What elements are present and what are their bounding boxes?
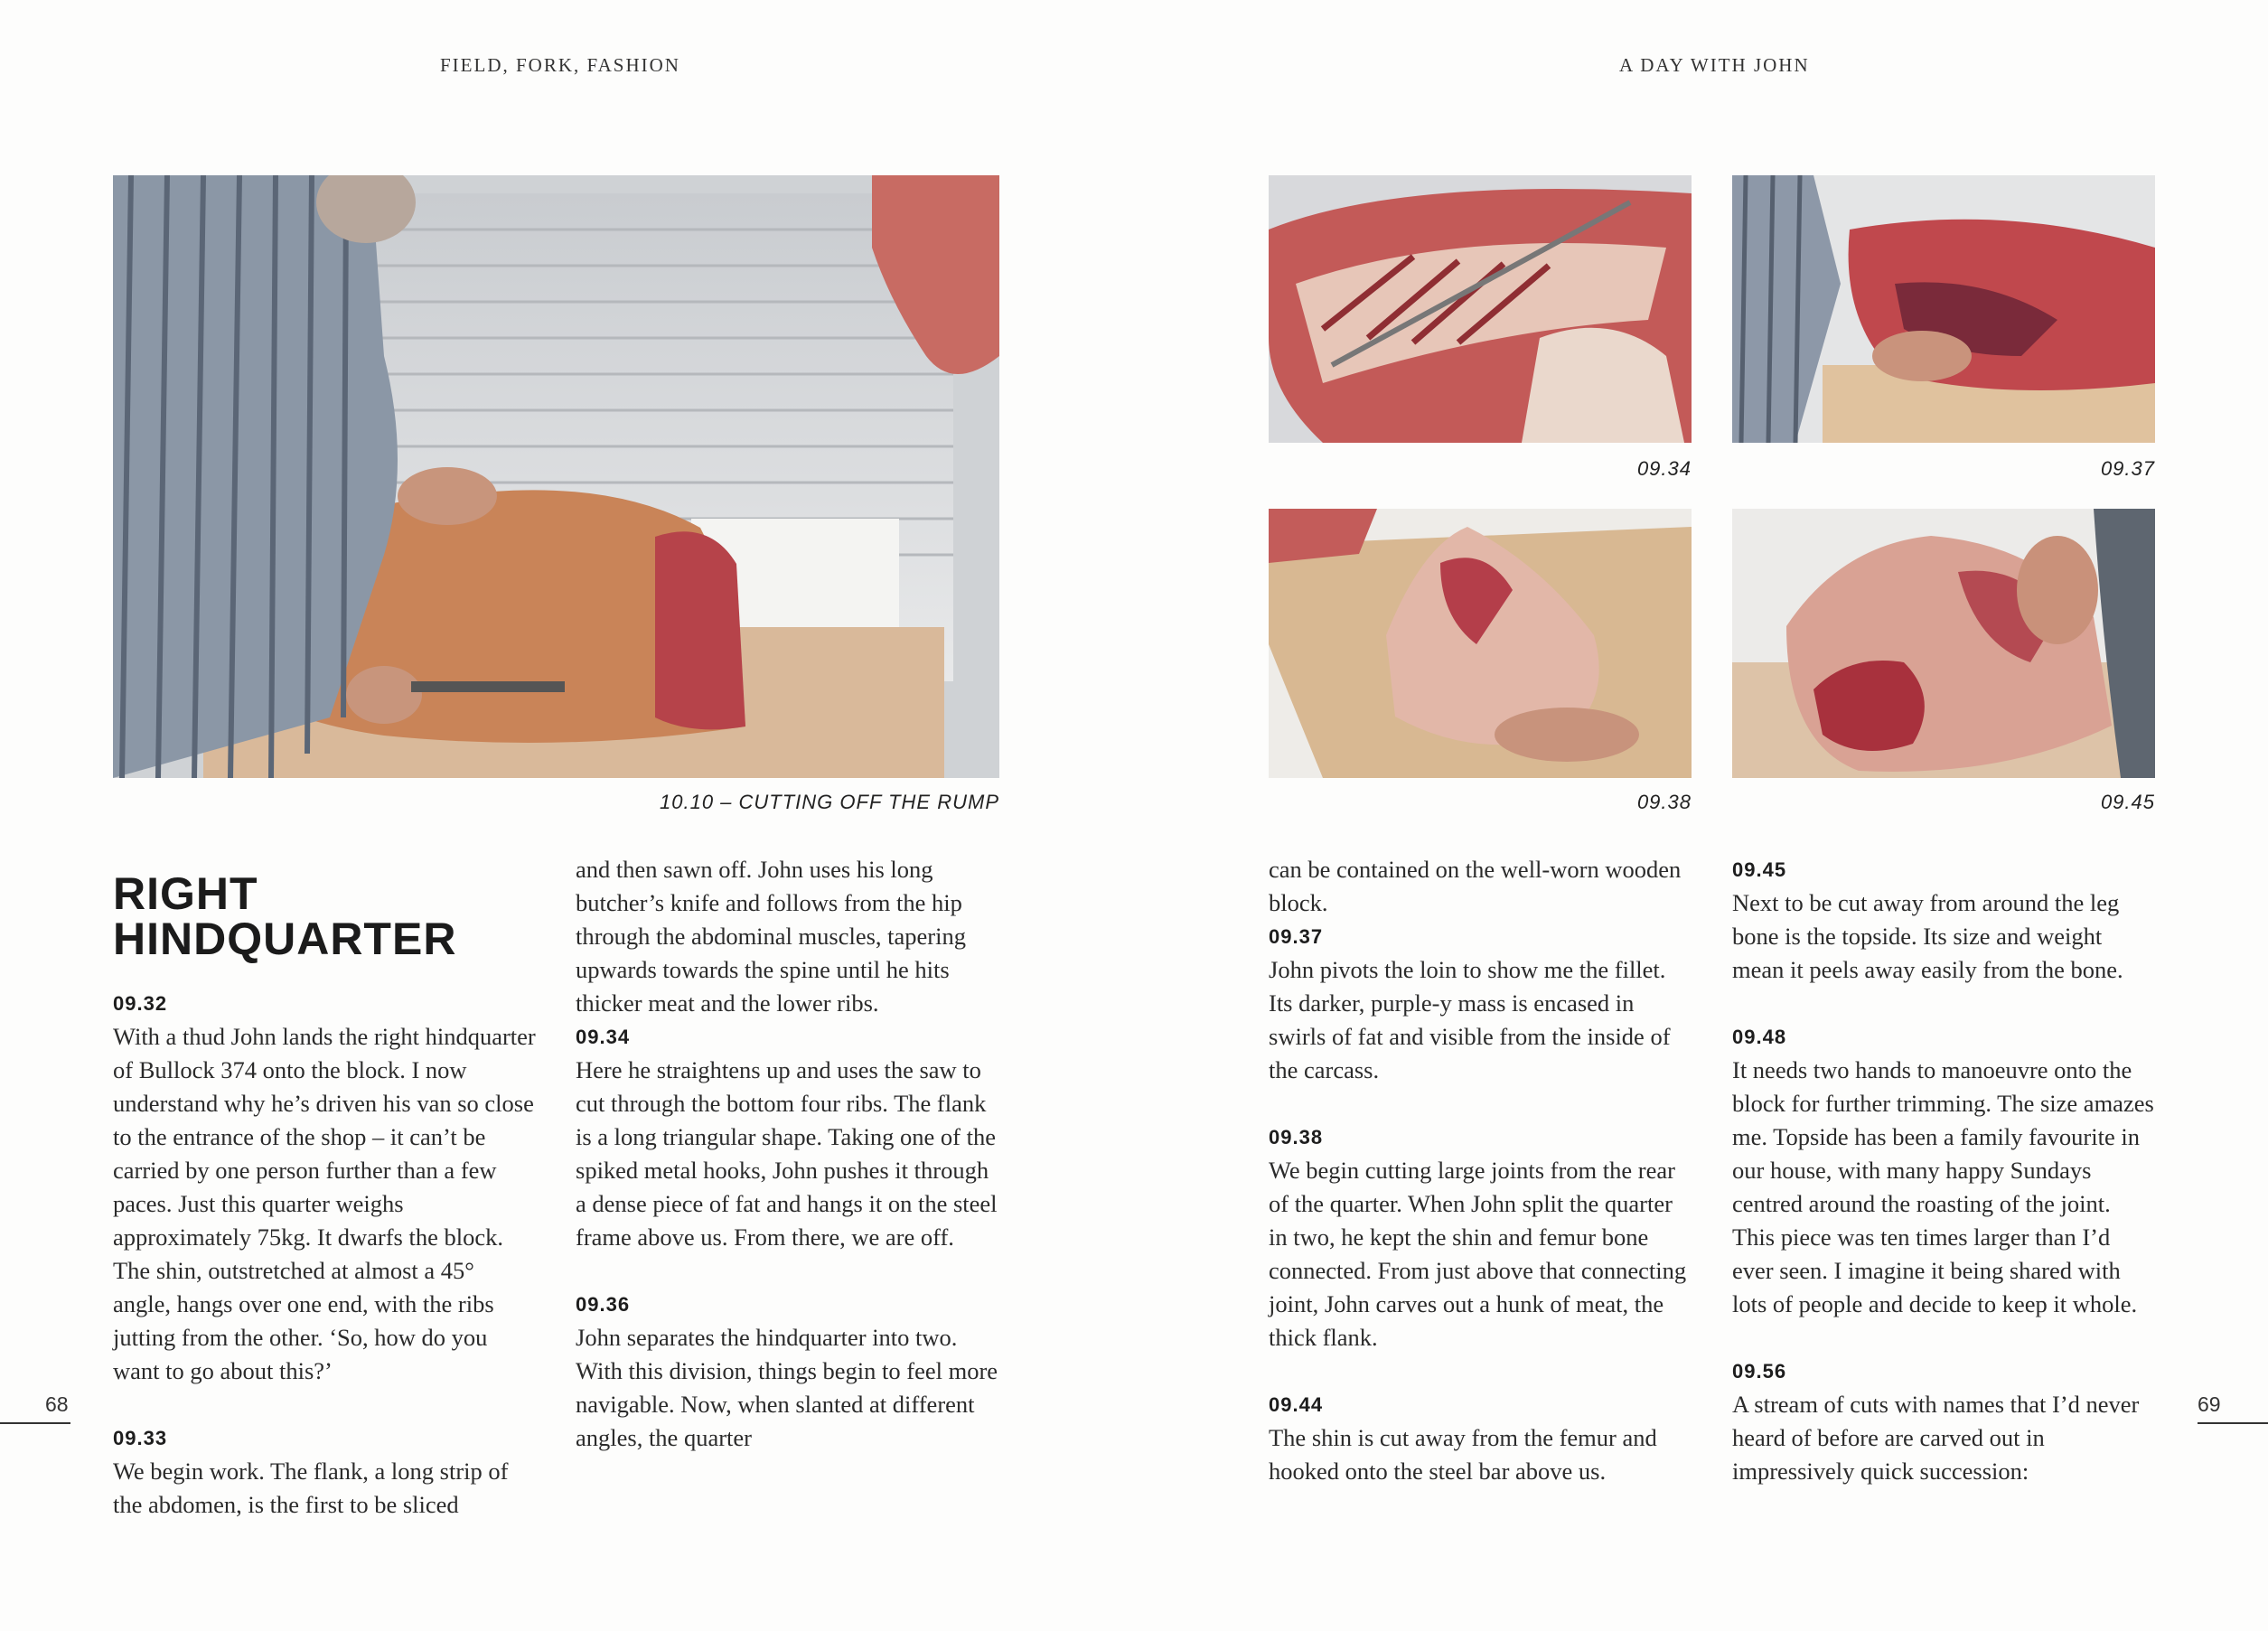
photo-0937 xyxy=(1732,175,2155,443)
entry-0945 xyxy=(1732,853,2157,987)
entry-text: A stream of cuts with names that I’d never heard of before are carved out in impressively quick succession: xyxy=(1732,1391,2140,1485)
continued-text: can be contained on the well-worn wooden block. xyxy=(1269,856,1682,916)
running-head-right: A DAY WITH JOHN xyxy=(1619,54,1810,76)
entry-0933 xyxy=(113,1421,538,1522)
entry-text: John pivots the loin to show me the fillet. Its darker, purple-y mass is encased in swirls of fat and visible from the inside of the carcass. xyxy=(1269,956,1671,1083)
section-title-line-1: RIGHT xyxy=(113,868,258,919)
entry-text: It needs two hands to manoeuvre onto the block for further trimming. The size amazes me. Topside has been a family favourite in our house, with many happy Sundays centred around the roasting of the joint. This piece was ten times larger than I’d ever seen. I imagine it being shared with lots of people and decide to keep it whole. xyxy=(1732,1056,2154,1317)
entry-time: 09.38 xyxy=(1269,1126,1324,1148)
continued-text: and then sawn off. John uses his long butcher’s knife and follows from the hip through the abdominal muscles, tapering upwards towards the spine until he hits thicker meat and the lower ribs. xyxy=(576,856,966,1017)
entry-time: 09.48 xyxy=(1732,1026,1787,1048)
text-column-2 xyxy=(576,853,1000,1488)
entry-time: 09.56 xyxy=(1732,1360,1787,1383)
entry-0944 xyxy=(1269,1388,1693,1488)
entry-time: 09.36 xyxy=(576,1293,631,1316)
entry-text: The shin is cut away from the femur and hooked onto the steel bar above us. xyxy=(1269,1424,1657,1485)
photo-0938-caption: 09.38 xyxy=(1636,791,1692,813)
entry-time: 09.37 xyxy=(1269,925,1324,948)
entry-text: With a thud John lands the right hindquarter of Bullock 374 onto the block. I now understand why he’s driven his van so close to the entrance of the shop – it can’t be carried by one person further than a few paces. Just this quarter weighs approximately 75kg. It dwarfs the block. The shin, outstretched at almost a 45° angle, hangs over one end, with the ribs jutting from the other. ‘So, how do you want to go about this?’ xyxy=(113,1023,536,1384)
entry-0956 xyxy=(1732,1354,2157,1488)
photo-0934-caption: 09.34 xyxy=(1636,457,1692,480)
entry-time: 09.32 xyxy=(113,992,168,1015)
running-head-left: FIELD, FORK, FASHION xyxy=(440,54,680,76)
main-photo xyxy=(113,175,999,778)
entry-0938 xyxy=(1269,1120,1693,1354)
main-photo-caption: 10.10 – CUTTING OFF THE RUMP xyxy=(660,791,999,813)
entry-text: Next to be cut away from around the leg bone is the topside. Its size and weight mean it peels away easily from the bone. xyxy=(1732,889,2123,983)
section-title-line-2: HINDQUARTER xyxy=(113,914,457,964)
entry-time: 09.34 xyxy=(576,1026,631,1048)
page-number-right: 69 xyxy=(2198,1392,2221,1416)
photo-0937-caption: 09.37 xyxy=(2100,457,2155,480)
photo-0945-caption: 09.45 xyxy=(2100,791,2155,813)
entry-0936 xyxy=(576,1288,1000,1455)
text-column-1 xyxy=(113,849,538,1555)
entry-0934 xyxy=(576,1020,1000,1254)
entry-text: We begin work. The flank, a long strip of the abdomen, is the first to be sliced xyxy=(113,1458,509,1518)
photo-0945 xyxy=(1732,509,2155,778)
page-number-rule-right xyxy=(2198,1422,2268,1424)
photo-0938 xyxy=(1269,509,1692,778)
text-column-4 xyxy=(1732,853,2157,1522)
section-title xyxy=(113,868,538,964)
entry-0932 xyxy=(113,987,538,1388)
photo-0934 xyxy=(1269,175,1692,443)
page-number-rule-left xyxy=(0,1422,70,1424)
entry-text: Here he straightens up and uses the saw to cut through the bottom four ribs. The flank is a long triangular shape. Taking one of the spiked metal hooks, John pushes it through a dense piece of fat and hangs it on the steel frame above us. From there, we are off. xyxy=(576,1056,998,1251)
entry-0948 xyxy=(1732,1020,2157,1321)
entry-time: 09.45 xyxy=(1732,858,1787,881)
entry-text: We begin cutting large joints from the rear of the quarter. When John split the quarter in two, he kept the shin and femur bone connected. From just above that connecting joint, John carves out a hunk of meat, the thick flank. xyxy=(1269,1157,1687,1351)
entry-text: John separates the hindquarter into two. With this division, things begin to feel more navigable. Now, when slanted at different angles, the quarter xyxy=(576,1324,998,1451)
page-number-left: 68 xyxy=(45,1392,69,1416)
entry-time: 09.33 xyxy=(113,1427,168,1449)
entry-0937 xyxy=(1269,920,1693,1087)
entry-time: 09.44 xyxy=(1269,1393,1324,1416)
text-column-3 xyxy=(1269,853,1693,1522)
